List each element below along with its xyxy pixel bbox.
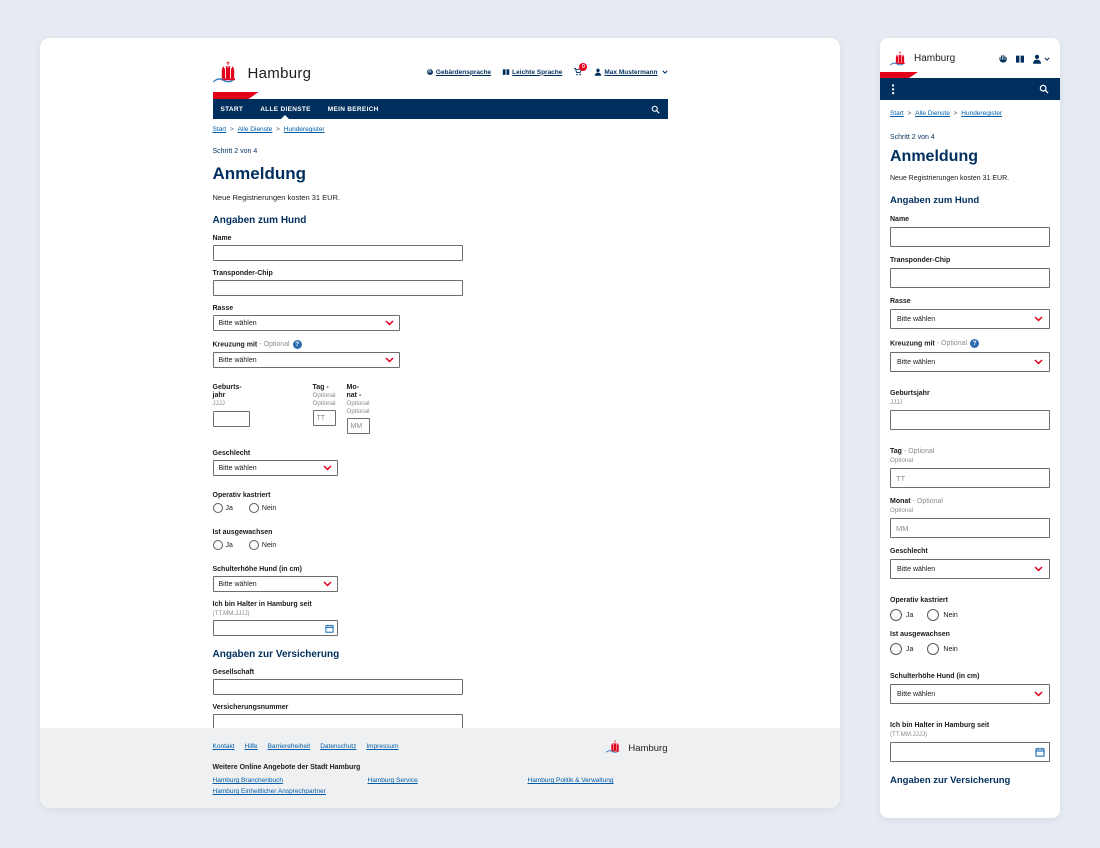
field-cross: Kreuzung mit - Optional ? Bitte wählen [890,339,1050,372]
field-chip: Transponder-Chip [890,257,1050,288]
breed-select[interactable]: Bitte wählen [213,315,400,331]
desktop-viewport [40,38,840,808]
logo-text: Hamburg [914,53,956,64]
user-menu[interactable] [594,68,667,76]
field-month: Monat - Optional Optional MM [890,498,1050,538]
breadcrumb-start[interactable]: Start [212,126,227,133]
breadcrumb-hunderegister[interactable]: Hunderegister [961,110,1003,117]
section-insurance-title: Angaben zur Versicherung [890,775,1011,786]
sex-select[interactable]: Bitte wählen [890,559,1050,579]
field-day: Tag - Optional Optional TT [890,448,1050,488]
site-footer [40,728,840,808]
field-sex: Geschlecht Bitte wählen [213,450,668,476]
page-title: Anmeldung [212,164,306,183]
mobile-header [880,38,1060,73]
holder-since-input[interactable] [890,742,1050,762]
transponder-chip-input[interactable] [890,268,1050,288]
radio-button[interactable] [213,540,223,550]
day-input[interactable] [890,468,1050,488]
header-utility-nav [426,63,668,78]
chevron-down-icon [1044,57,1050,61]
neutered-no-option[interactable]: Nein [249,503,276,513]
neutered-yes-option[interactable]: Ja [213,503,233,513]
name-input[interactable] [890,227,1050,247]
mobile-viewport [880,38,1060,818]
step-indicator: Schritt 2 von 4 [890,134,935,141]
cross-select[interactable]: Bitte wählen [890,352,1050,372]
field-birth-year: Geburtsjahr JJJJ [890,390,1050,430]
footer-link-kontakt[interactable]: Kontakt [212,743,235,750]
field-cross: Kreuzung mit - Optional ? Bitte wählen [213,340,668,368]
field-company: Gesellschaft [213,669,668,695]
neutered-yes-option[interactable]: Ja [890,609,913,621]
breadcrumb: Start > Alle Dienste > Hunderegister [890,110,1003,117]
hamburg-castle-icon [606,739,624,754]
book-icon [502,68,510,76]
footer-link-impressum[interactable]: Impressum [366,743,399,750]
birth-year-input[interactable] [213,411,250,427]
menu-dots-icon[interactable] [891,84,895,95]
footer-links [213,743,399,750]
field-chip: Transponder-Chip [213,270,668,296]
calendar-icon[interactable] [325,624,334,633]
birth-year-input[interactable] [890,410,1050,430]
radio-button[interactable] [927,643,939,655]
section-dog-title: Angaben zum Hund [212,215,307,226]
field-day: Tag - Optional Optional TT [313,384,343,434]
intro-text: Neue Registrierungen kosten 31 EUR. [890,175,1010,182]
breadcrumb-alle-dienste[interactable]: Alle Dienste [915,110,950,117]
field-height: Schulterhöhe Hund (in cm) Bitte wählen [213,566,668,592]
footer-link-politik[interactable]: Hamburg Politik & Verwaltung [527,777,614,784]
field-month: Mo- nat - Optional Optional MM [347,384,379,434]
neutered-no-option[interactable]: Nein [927,609,957,621]
footer-link-hilfe[interactable]: Hilfe [244,743,258,750]
logo-text: Hamburg [247,65,312,82]
footer-link-datenschutz[interactable]: Datenschutz [320,743,357,750]
height-select[interactable]: Bitte wählen [890,684,1050,704]
chevron-down-icon [323,465,332,471]
red-flag-decoration [880,72,918,78]
radio-button[interactable] [890,643,902,655]
site-header [213,38,668,91]
nav-item-mein-bereich[interactable]: MEIN BEREICH [327,105,379,113]
footer-hamburg-logo: Hamburg [606,739,667,754]
hamburg-castle-icon [890,50,910,67]
cart-badge: 0 [579,63,587,71]
breadcrumb-start[interactable]: Start [890,110,904,117]
nav-item-alle-dienste[interactable]: ALLE DIENSTE [260,99,311,119]
footer-link-service[interactable]: Hamburg Service [367,777,418,784]
grown-yes-option[interactable]: Ja [213,540,233,550]
grown-no-option[interactable]: Nein [249,540,276,550]
field-breed: Rasse Bitte wählen [890,298,1050,329]
radio-button[interactable] [890,609,902,621]
footer-more-links [213,777,668,795]
field-height: Schulterhöhe Hund (in cm) Bitte wählen [890,673,1050,704]
field-grown: Ist ausgewachsen Ja Nein [890,631,1050,655]
user-name: Max Mustermann [604,68,658,76]
field-sex: Geschlecht Bitte wählen [890,548,1050,579]
field-holder-since: Ich bin Halter in Hamburg seit (TT.MM.JJJJ) [213,601,668,636]
help-icon[interactable]: ? [293,340,302,349]
easy-language-link[interactable]: Leichte Sprache [502,68,562,76]
chevron-down-icon [1034,316,1043,322]
breed-select[interactable]: Bitte wählen [890,309,1050,329]
person-icon [1032,54,1042,64]
day-input[interactable] [313,410,336,426]
sign-language-icon [426,68,434,76]
height-select[interactable]: Bitte wählen [213,576,338,592]
field-grown: Ist ausgewachsen Ja Nein [212,529,277,549]
field-holder-since: Ich bin Halter in Hamburg seit (TT.MM.JJJJ) [890,722,1050,762]
chevron-down-icon [385,357,394,363]
user-menu[interactable] [1032,54,1050,64]
month-input[interactable] [347,418,370,434]
mobile-form-main [880,134,1060,786]
chevron-down-icon [323,581,332,587]
mobile-nav [880,78,1060,100]
chevron-down-icon [1034,359,1043,365]
search-icon[interactable] [651,105,660,114]
breadcrumb-hunderegister[interactable]: Hunderegister [283,126,325,133]
footer-more-title: Weitere Online Angebote der Stadt Hamburg [212,764,361,771]
cart-button[interactable] [573,63,585,78]
chevron-down-icon [662,70,668,74]
nav-item-start[interactable]: START [220,105,244,113]
chevron-down-icon [1034,566,1043,572]
grown-no-option[interactable]: Nein [927,643,957,655]
footer-link-branchenbuch[interactable]: Hamburg Branchenbuch [212,777,283,784]
transponder-chip-input[interactable] [213,280,463,296]
page-title: Anmeldung [890,148,978,165]
field-name: Name [890,216,1050,247]
field-neutered: Operativ kastriert Ja Nein [890,597,1050,621]
grown-yes-option[interactable]: Ja [890,643,913,655]
sign-language-link[interactable]: Gebärdensprache [426,68,491,76]
sex-select[interactable]: Bitte wählen [213,460,338,476]
book-icon[interactable] [1015,54,1025,64]
birthdate-group [213,384,668,434]
radio-button[interactable] [213,503,223,513]
section-insurance-title: Angaben zur Versicherung [212,649,340,660]
calendar-icon[interactable] [1035,747,1045,757]
section-dog-title: Angaben zum Hund [890,195,980,206]
month-input[interactable] [890,518,1050,538]
insurance-company-input[interactable] [213,679,463,695]
red-flag-decoration [213,92,259,99]
hamburg-logo[interactable] [213,60,312,84]
intro-text: Neue Registrierungen kosten 31 EUR. [212,193,341,202]
breadcrumb-alle-dienste[interactable]: Alle Dienste [237,126,273,133]
name-input[interactable] [213,245,463,261]
sign-language-icon[interactable] [998,54,1008,64]
help-icon[interactable]: ? [970,339,979,348]
field-breed: Rasse Bitte wählen [213,305,668,331]
form-main [213,148,668,761]
field-name: Name [213,235,668,261]
chevron-down-icon [385,320,394,326]
hamburg-castle-icon [213,60,243,84]
radio-button[interactable] [927,609,939,621]
main-nav [213,99,668,119]
cross-select[interactable]: Bitte wählen [213,352,400,368]
footer-link-barrierefreiheit[interactable]: Barrierefreiheit [267,743,311,750]
search-icon[interactable] [1039,84,1049,94]
field-birth-year: Geburts- jahr JJJJ [213,384,313,434]
breadcrumb: Start > Alle Dienste > Hunderegister [212,126,325,133]
footer-link-ansprechpartner[interactable]: Hamburg Einheitlicher Ansprechpartner [212,788,326,795]
holder-since-input[interactable] [213,620,338,636]
radio-button[interactable] [249,540,259,550]
chevron-down-icon [1034,691,1043,697]
person-icon [594,68,602,76]
field-neutered: Operativ kastriert Ja Nein [212,492,277,512]
radio-button[interactable] [249,503,259,513]
field-insurance-number: Versicherungsnummer [213,704,668,730]
step-indicator: Schritt 2 von 4 [212,148,258,155]
